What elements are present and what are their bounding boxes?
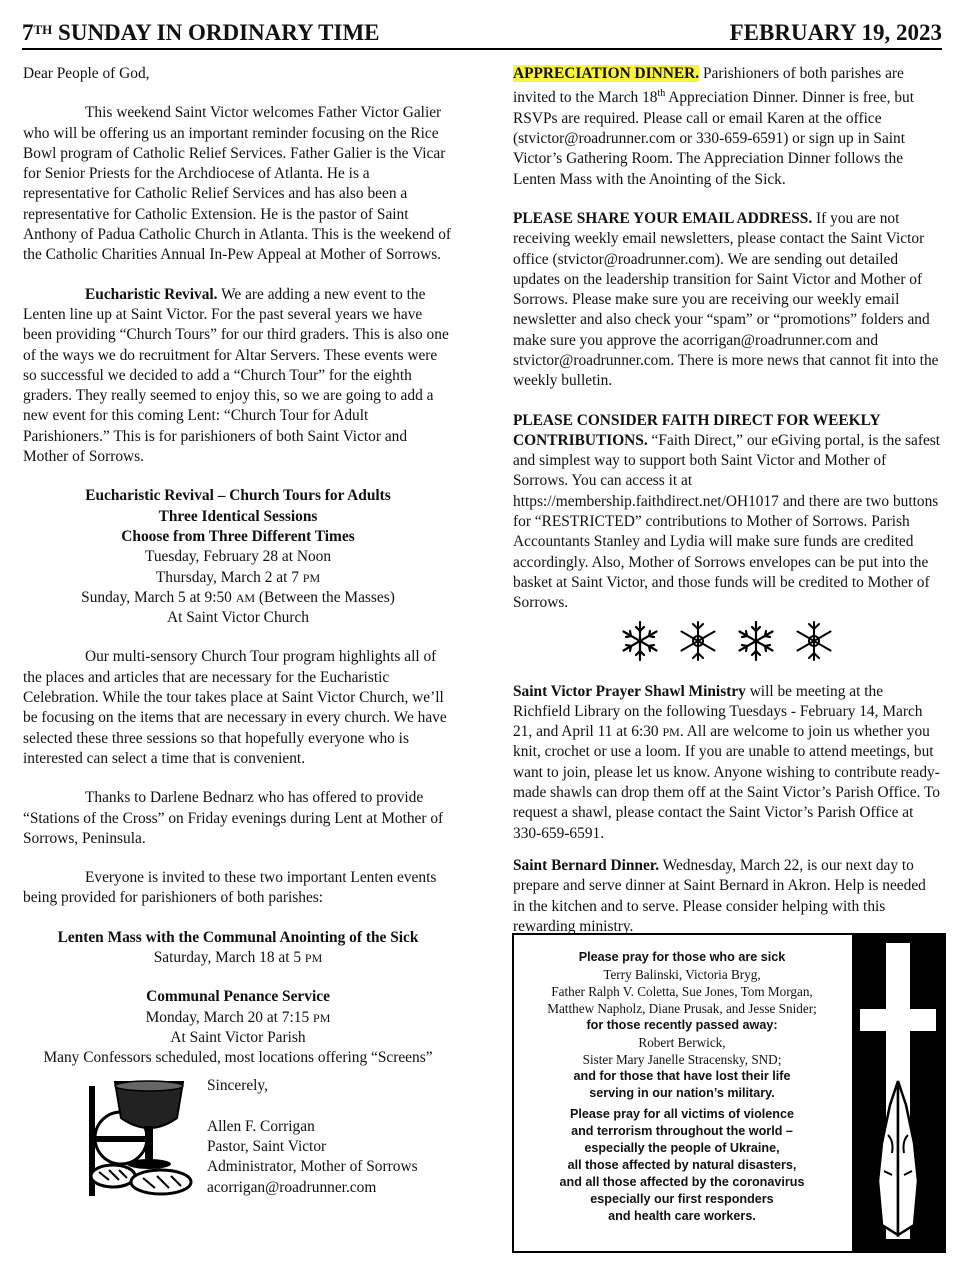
eucharistic-revival-paragraph: Eucharistic Revival. We are adding a new event to the Lenten line up at Saint Victor. For the past several years we have been providing “Church Tours” for our third graders. This is also one of the ways we do recruitment for Altar Servers. These events were so successful we decided to add a “Church Tour” for the eighth graders. They really seemed to enjoy this, so we are going to add a new event for this coming Lent: “Church Tour for Adult Parishioners.” This is for parishioners of both Saint Victor and Mother of Sorrows. xyxy=(23,285,449,466)
snowflake-icon xyxy=(735,620,777,662)
snowflake-icon xyxy=(677,620,719,662)
signature-lines: Sincerely, Allen F. Corrigan Pastor, Saint Victor Administrator, Mother of Sorrows acorrigan@roadrunner.com xyxy=(207,1077,418,1196)
cross-praying-hands-icon xyxy=(852,935,944,1251)
snowflake-divider xyxy=(513,620,941,670)
prayer-list: Please pray for those who are sick Terry Balinski, Victoria Bryg, Father Ralph V. Coletta, Sue Jones, Tom Morgan, Matthew Napholz, Diane Prusak, and Jesse Snider; for those recently passed away: Robert Berwick, Sister Mary Janelle Stracensky, SND; and for those that have lost their life serving in our nation’s military. Please pray for all victims of violence and terrorism throughout the world – especially the people of Ukraine, all those affected by natural disasters, and all those affected by the coronavirus especially our first responders and health care workers. xyxy=(547,950,817,1223)
saint-bernard-dinner-paragraph: Saint Bernard Dinner. Wednesday, March 22, is our next day to prepare and serve dinner at Saint Bernard in Akron. Help is needed in the kitchen and to serve. Please consider helping with this rewarding ministry. xyxy=(513,856,926,935)
left-column xyxy=(23,64,453,1206)
chalice-bread-emblem-icon xyxy=(87,1078,197,1198)
right-column xyxy=(513,64,941,956)
lenten-events-intro: Everyone is invited to these two important Lenten events being provided for parishioners of both parishes: xyxy=(23,869,437,907)
prayer-shawl-paragraph: Saint Victor Prayer Shawl Ministry will be meeting at the Richfield Library on the following Tuesdays - February 14, March 21, and April 11 at 6:30 PM. All are welcome to join us whether you knit, crochet or use a loom. If you are unable to attend meetings, but want to join, please let us know. Anyone wishing to contribute ready-made shawls can drop them off at the Saint Victor’s Parish Office. To request a shawl, please contact the Saint Victor’s Parish Office at 330-659-6591. xyxy=(513,682,940,842)
appreciation-dinner-paragraph: APPRECIATION DINNER. Parishioners of both parishes are invited to the March 18th Appreciation Dinner. Dinner is free, but RSVPs are required. Please call or email Karen at the office (stvictor@roadrunner.com or 330-659-6591) or sign up in Saint Victor’s Gathering Room. The Appreciation Dinner follows the Lenten Mass with the Anointing of the Sick. xyxy=(513,65,914,188)
share-email-paragraph: PLEASE SHARE YOUR EMAIL ADDRESS. If you are not receiving weekly email newsletters, please contact the Saint Victor office (stvictor@roadrunner.com). We are sending out detailed updates on the leadership transition for Saint Victor and Mother of Sorrows. Please make sure you are receiving our weekly email newsletter and also check your “spam” or “promotions” folders and make sure you approve the acorrigan@roadrunner.com and stvictor@roadrunner.com. There is more news that cannot fit into the weekly bulletin. xyxy=(513,209,939,390)
bulletin-date: FEBRUARY 19, 2023 xyxy=(729,20,942,45)
prayer-list-box xyxy=(512,933,946,1253)
salutation: Dear People of God, xyxy=(23,65,150,82)
church-tour-program-paragraph: Our multi-sensory Church Tour program highlights all of the places and articles that are necessary for the Eucharistic Celebration. While the tour takes place at Saint Victor Church, we’ll be focusing on the items that are necessary in every church. We have selected these three sessions so that hopefully everyone who is interested can select a time that is convenient. xyxy=(23,648,447,767)
faith-direct-paragraph: PLEASE CONSIDER FAITH DIRECT FOR WEEKLY CONTRIBUTIONS. “Faith Direct,” our eGiving portal, is the safest and simplest way to support both Saint Victor and Mother of Sorrows. You can access it at https://membership.faithdirect.net/OH1017 and there are two buttons for “RESTRICTED” contributions to Mother of Sorrows. Parish Accountants Stanley and Lydia will make sure funds are credited accordingly. Also, Mother of Sorrows envelopes can be put into the basket at Saint Victor, and those funds will be credited to Mother of Sorrows. xyxy=(513,411,941,612)
snowflake-icon xyxy=(619,620,661,662)
pastor-signature xyxy=(23,1076,453,1206)
lenten-mass-event: Lenten Mass with the Communal Anointing of the Sick Saturday, March 18 at 5 PM xyxy=(57,928,419,966)
snowflake-icon xyxy=(793,620,835,662)
church-tours-schedule: Eucharistic Revival – Church Tours for Adults Three Identical Sessions Choose from Three Different Times Tuesday, February 28 at Noon Thursday, March 2 at 7 PM Sunday, March 5 at 9:50 AM (Between the Masses) At Saint Victor Church xyxy=(81,487,395,627)
penance-service-event: Communal Penance Service Monday, March 20 at 7:15 PM At Saint Victor Parish Many Confessors scheduled, most locations offering “Screens” xyxy=(43,988,433,1067)
cross-praying-hands-panel xyxy=(852,935,944,1251)
bulletin-header xyxy=(22,18,942,50)
sunday-title: 7TH SUNDAY IN ORDINARY TIME xyxy=(22,20,380,45)
stations-of-cross-paragraph: Thanks to Darlene Bednarz who has offered to provide “Stations of the Cross” on Friday evenings during Lent at Mother of Sorrows, Peninsula. xyxy=(23,789,444,847)
visiting-priest-paragraph: This weekend Saint Victor welcomes Father Victor Galier who will be offering us an important reminder focusing on the Rice Bowl program of Catholic Relief Services. Father Galier is the Vicar for Senior Priests for the Archdiocese of Atlanta. He is a representative for Catholic Relief Services and has also been a representative for Catholic Extension. He is the pastor of Saint Anthony of Padua Catholic Church in Atlanta. This is the weekend of the Catholic Charities Annual In-Pew Appeal at Mother of Sorrows. xyxy=(23,104,452,264)
